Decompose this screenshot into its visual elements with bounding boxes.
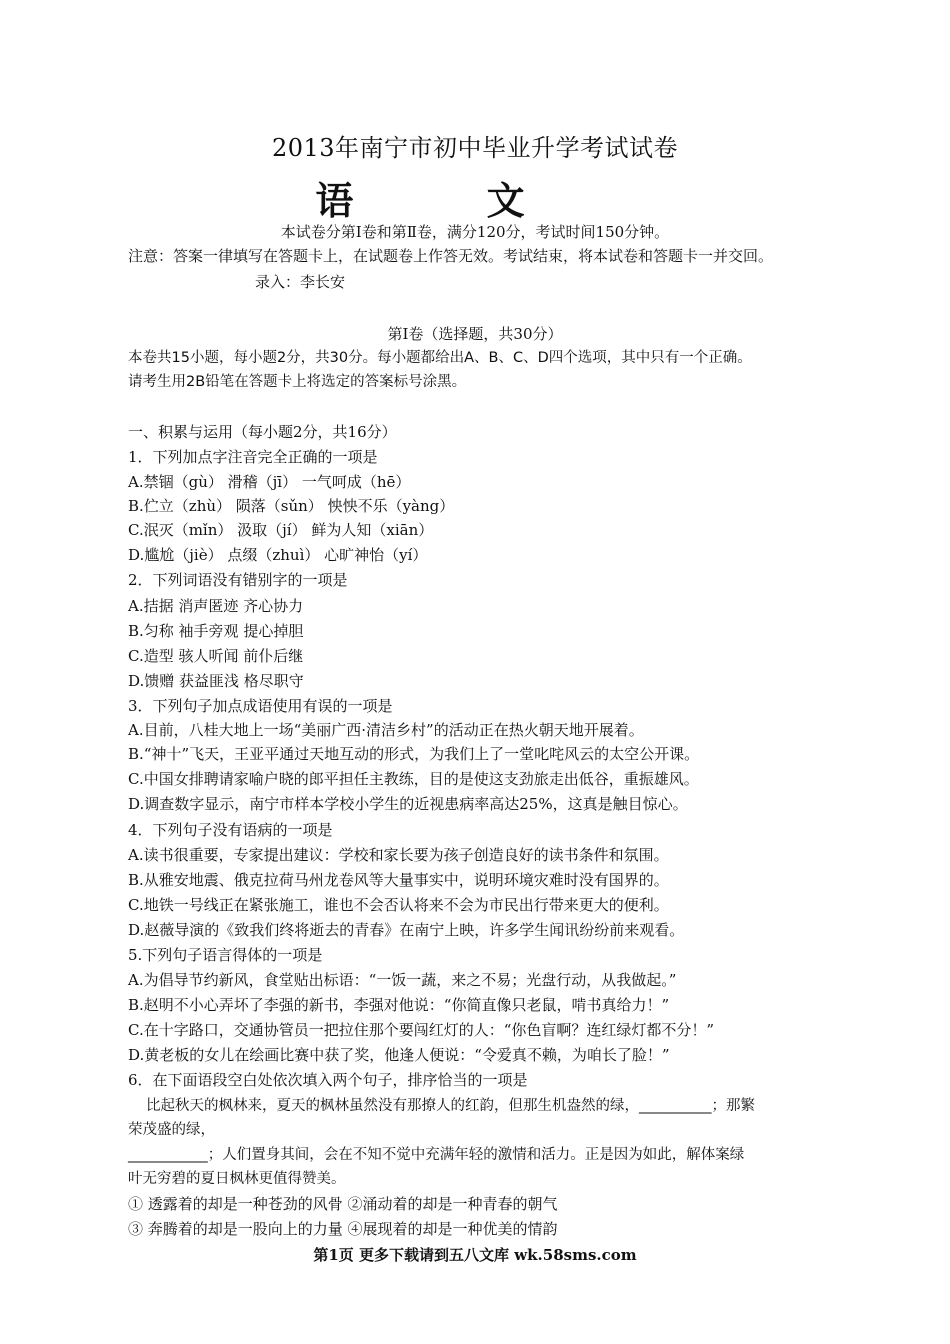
q6-options-line-1: ① 透露着的却是一种苍劲的风骨 ②涌动着的却是一种青春的朝气 [128,1195,558,1213]
exam-title: 2013年南宁市初中毕业升学考试试卷 [271,134,679,162]
q6-options-line-2: ③ 奔腾着的却是一股向上的力量 ④展现着的却是一种优美的情韵 [128,1220,558,1238]
q2-option-a: A.拮据 消声匿迹 齐心协力 [128,597,304,615]
q4-stem: 4．下列句子没有语病的一项是 [128,821,333,839]
part1-instructions-1: 本卷共15小题，每小题2分，共30分。每小题都给出A、B、C、D四个选项，其中只有一个正确。 [128,350,752,366]
q4-option-d: D.赵薇导演的《致我们终将逝去的青春》在南宁上映，许多学生闻讯纷纷前来观看。 [128,921,685,939]
q2-option-c: C.造型 骇人听闻 前仆后继 [128,647,304,665]
part1-heading: 第Ⅰ卷（选择题，共30分） [387,325,563,343]
q2-option-b: B.匀称 袖手旁观 提心掉胆 [128,622,304,640]
q4-option-a: A.读书很重要，专家提出建议：学校和家长要为孩子创造良好的读书条件和氛围。 [128,846,669,864]
q3-option-a: A.目前，八桂大地上一场“美丽广西·清洁乡村”的活动正在热火朝天地开展着。 [128,721,644,739]
subject-title: 语 文 [315,178,585,223]
q3-option-d: D.调查数字显示，南宁市样本学校小学生的近视患病率高达25%，这真是触目惊心。 [128,795,688,813]
q3-stem: 3．下列句子加点成语使用有误的一项是 [128,697,393,715]
exam-intro: 本试卷分第Ⅰ卷和第Ⅱ卷，满分120分，考试时间150分钟。 [280,223,670,241]
q5-option-d: D.黄老板的女儿在绘画比赛中获了奖，他逢人便说：“令爱真不赖，为咱长了脸！” [128,1046,670,1064]
q3-option-c: C.中国女排聘请家喻户晓的郎平担任主教练，目的是使这支劲旅走出低谷，重振雄风。 [128,770,699,788]
q2-stem: 2．下列词语没有错别字的一项是 [128,571,348,589]
recorder-line: 录入：李长安 [255,273,346,291]
q6-passage-line-3: ___________；人们置身其间，会在不知不觉中充满年轻的激情和活力。正是因为如此，解体案绿 [128,1147,745,1163]
q1-option-d: D.尴尬（jiè） 点缀（zhuì） 心旷神怡（yí） [128,546,428,564]
q6-passage-line-2: 荣茂盛的绿， [128,1122,215,1138]
q1-option-b: B.伫立（zhù） 陨落（sǔn） 怏怏不乐（yàng） [128,497,455,515]
q6-passage-line-4: 叶无穷碧的夏日枫林更值得赞美。 [128,1171,346,1187]
q5-option-b: B.赵明不小心弄坏了李强的新书，李强对他说：“你简直像只老鼠，啃书真给力！” [128,996,670,1014]
exam-notice: 注意：答案一律填写在答题卡上，在试题卷上作答无效。考试结束，将本试卷和答题卡一并交回。 [128,247,774,265]
section1-heading: 一、积累与运用（每小题2分，共16分） [128,423,397,441]
q4-option-c: C.地铁一号线正在紧张施工，谁也不会否认将来不会为市民出行带来更大的便利。 [128,896,669,914]
q5-stem: 5.下列句子语言得体的一项是 [128,946,323,964]
q5-option-a: A.为倡导节约新风，食堂贴出标语：“一饭一蔬，来之不易；光盘行动，从我做起。” [128,971,677,989]
q3-option-b: B.“神十”飞天，王亚平通过天地互动的形式，为我们上了一堂叱咤风云的太空公开课。 [128,745,700,763]
q5-option-c: C.在十字路口，交通协管员一把拉住那个要闯红灯的人：“你色盲啊？连红绿灯都不分！” [128,1021,715,1039]
q6-stem: 6．在下面语段空白处依次填入两个句子，排序恰当的一项是 [128,1071,528,1089]
q1-option-a: A.禁锢（gù） 滑稽（jī） 一气呵成（hē） [128,473,411,491]
q2-option-d: D.馈赠 获益匪浅 格尽职守 [128,672,304,690]
q4-option-b: B.从雅安地震、俄克拉荷马州龙卷风等大量事实中，说明环境灾难时没有国界的。 [128,871,669,889]
part1-instructions-2: 请考生用2B铅笔在答题卡上将选定的答案标号涂黑。 [128,374,467,390]
page-footer: 第1页 更多下载请到五八文库 wk.58sms.com [313,1246,637,1264]
q1-stem: 1．下列加点字注音完全正确的一项是 [128,448,378,466]
q6-passage-line-1: 比起秋天的枫林来，夏天的枫林虽然没有那撩人的红韵，但那生机盎然的绿，__________；那繁 [146,1098,755,1114]
q1-option-c: C.泯灭（mǐn） 汲取（jí） 鲜为人知（xiān） [128,521,434,539]
